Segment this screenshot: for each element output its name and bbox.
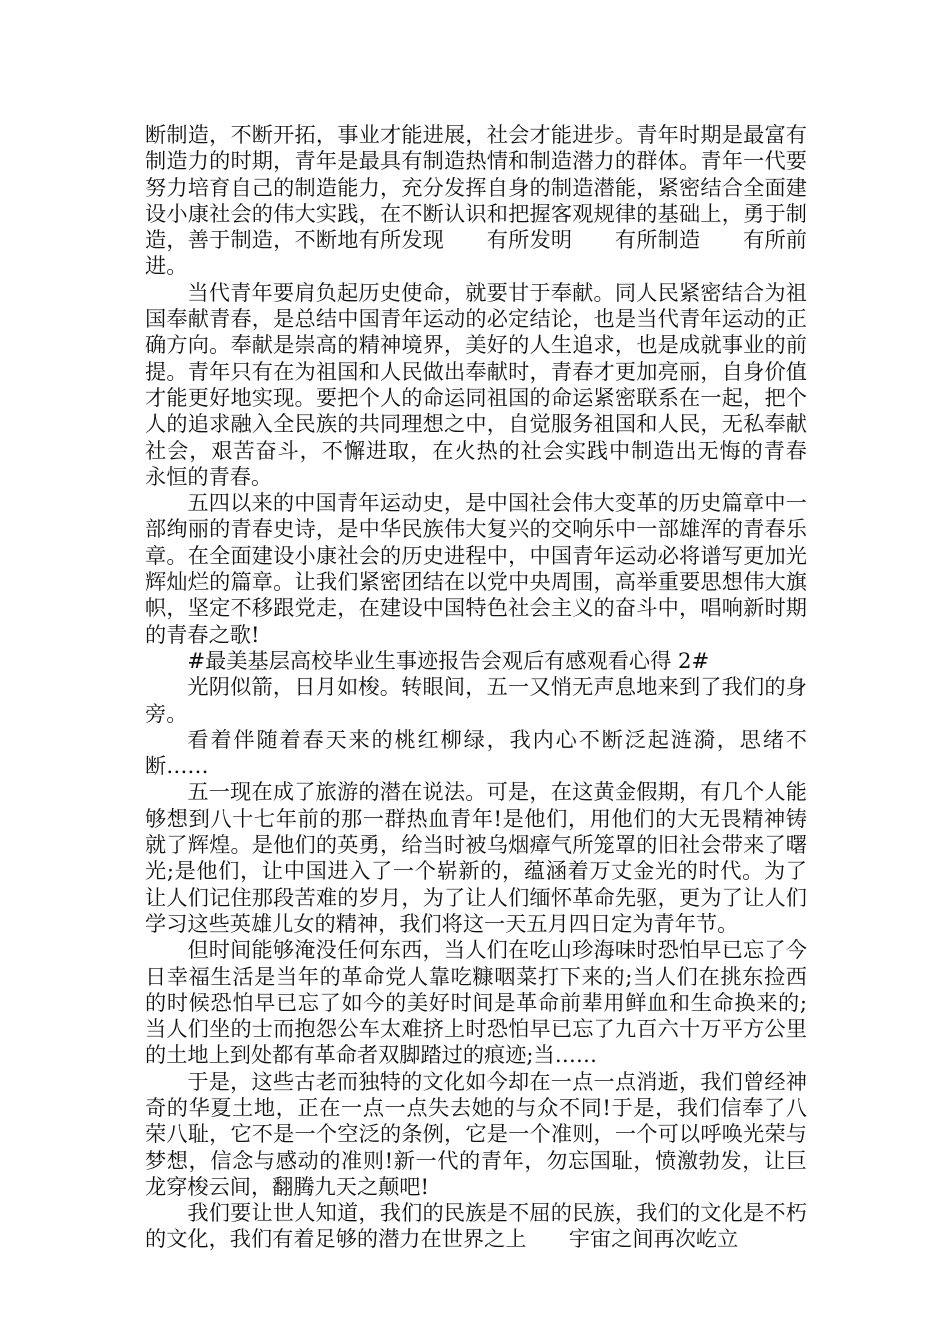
paragraph-10: 我们要让世人知道，我们的民族是不屈的民族，我们的文化是不朽的文化，我们有着足够的潜力在世界之上 宇宙之间再次屹立	[145, 1200, 807, 1252]
section-heading: #最美基层高校毕业生事迹报告会观后有感观看心得 2#	[187, 647, 710, 673]
paragraph-6: 看着伴随着春天来的桃红柳绿，我内心不断泛起涟漪，思绪不断……	[145, 726, 807, 779]
paragraph-7: 五一现在成了旅游的潜在说法。可是，在这黄金假期，有几个人能够想到八十七年前的那一群热血青年!是他们，用他们的大无畏精神铸就了辉煌。是他们的英勇，给当时被乌烟瘴气所笼罩的旧社会带来了曙光;是他们，让中国进入了一个崭新的，蕴涵着万丈金光的时代。为了让人们记住那段苦难的岁月，为了让人们缅怀革命先驱，更为了让人们学习这些英雄儿女的精神，我们将这一天五月四日定为青年节。	[145, 779, 807, 936]
paragraph-5: 光阴似箭，日月如梭。转眼间，五一又悄无声息地来到了我们的身旁。	[145, 674, 807, 726]
paragraph-1: 断制造，不断开拓，事业才能进展，社会才能进步。青年时期是最富有制造力的时期，青年是最具有制造热情和制造潜力的群体。青年一代要努力培育自己的制造能力，充分发挥自身的制造潜能，紧密结合全面建设小康社会的伟大实践，在不断认识和把握客观规律的基础上，勇于制造，善于制造，不断地有所发现 有所发明 有所制造 有所前进。	[145, 122, 807, 279]
paragraph-8: 但时间能够淹没任何东西，当人们在吃山珍海味时恐怕早已忘了今日幸福生活是当年的革命党人靠吃糠咽菜打下来的;当人们在挑东捡西的时候恐怕早已忘了如今的美好时间是革命前辈用鲜血和生命换来的;当人们坐的士而抱怨公车太难挤上时恐怕早已忘了九百六十万平方公里的土地上到处都有革命者双脚踏过的痕迹;当……	[145, 937, 807, 1068]
document-body	[145, 122, 850, 1253]
paragraph-9: 于是，这些古老而独特的文化如今却在一点一点消逝，我们曾经神奇的华夏土地，正在一点一点失去她的与众不同!于是，我们信奉了八荣八耻，它不是一个空泛的条例，它是一个准则，一个可以呼唤光荣与梦想，信念与感动的准则!新一代的青年，勿忘国耻，愤激勃发，让巨龙穿梭云间，翻腾九天之颠吧!	[145, 1068, 807, 1199]
paragraph-2: 当代青年要肩负起历史使命，就要甘于奉献。同人民紧密结合为祖国奉献青春，是总结中国青年运动的必定结论，也是当代青年运动的正确方向。奉献是崇高的精神境界，美好的人生追求，也是成就事业的前提。青年只有在为祖国和人民做出奉献时，青春才更加亮丽，自身价值才能更好地实现。要把个人的命运同祖国的命运紧密联系在一起，把个人的追求融入全民族的共同理想之中，自觉服务祖国和人民，无私奉献社会，艰苦奋斗，不懈进取，在火热的社会实践中制造出无悔的青春 永恒的青春。	[145, 279, 850, 489]
paragraph-3: 五四以来的中国青年运动史，是中国社会伟大变革的历史篇章中一部绚丽的青春史诗，是中华民族伟大复兴的交响乐中一部雄浑的青春乐章。在全面建设小康社会的历史进程中，中国青年运动必将谱写更加光辉灿烂的篇章。让我们紧密团结在以党中央周围，高举重要思想伟大旗帜，坚定不移跟党走，在建设中国特色社会主义的奋斗中，唱响新时期的青春之歌!	[145, 490, 807, 647]
